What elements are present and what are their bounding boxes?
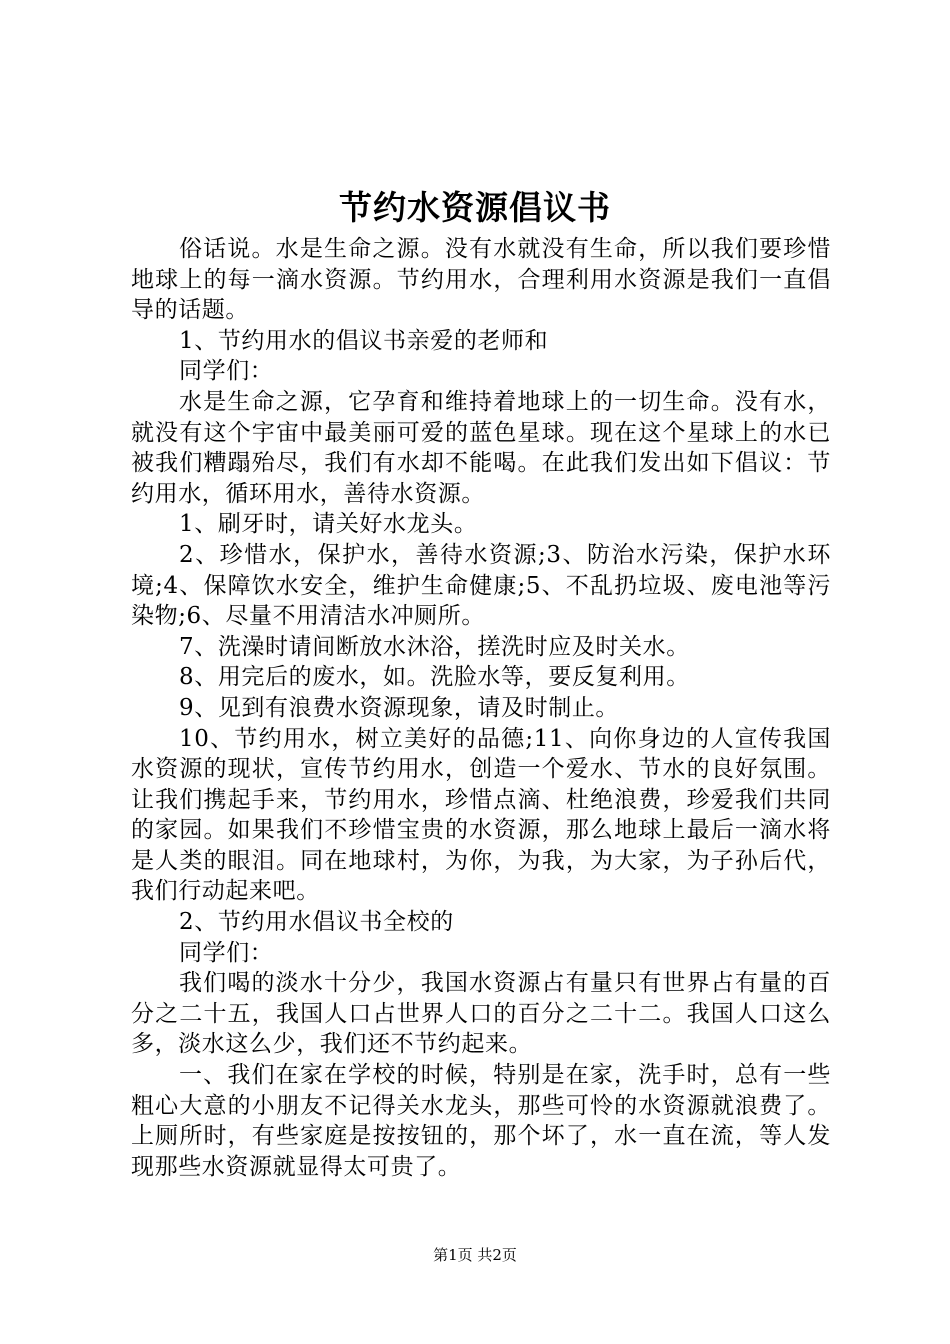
list-item-10-11: 10、节约用水，树立美好的品德;11、向你身边的人宣传我国水资源的现状，宣传节约用水，创造一个爱水、节水的良好氛围。让我们携起手来，节约用水，珍惜点滴、杜绝浪费，珍爱我们共同的家园。如果我们不珍惜宝贵的水资源，那么地球上最后一滴水将是人类的眼泪。同在地球村，为你，为我，为大家，为子孙后代，我们行动起来吧。 xyxy=(131,725,831,905)
list-item-1: 1、刷牙时，请关好水龙头。 xyxy=(179,511,478,538)
list-item-7: 7、洗澡时请间断放水沐浴，搓洗时应及时关水。 xyxy=(179,633,690,660)
list-item-2-6: 2、珍惜水，保护水，善待水资源;3、防治水污染，保护水环境;4、保障饮水安全，维护生命健康;5、不乱扔垃圾、废电池等污染物;6、尽量不用清洁水冲厕所。 xyxy=(131,541,831,630)
paragraph-point-one: 一、我们在家在学校的时候，特别是在家，洗手时，总有一些粗心大意的小朋友不记得关水龙头，那些可怜的水资源就浪费了。上厕所时，有些家庭是按按钮的，那个坏了，水一直在流，等人发现那些水资源就显得太可贵了。 xyxy=(131,1062,831,1180)
section-1-heading: 1、节约用水的倡议书亲爱的老师和 xyxy=(179,327,549,354)
paragraph-intro: 俗话说。水是生命之源。没有水就没有生命，所以我们要珍惜地球上的每一滴水资源。节约用水，合理利用水资源是我们一直倡导的话题。 xyxy=(131,236,831,324)
paragraph-water-life: 水是生命之源，它孕育和维持着地球上的一切生命。没有水，就没有这个宇宙中最美丽可爱的蓝色星球。现在这个星球上的水已被我们糟蹋殆尽，我们有水却不能喝。在此我们发出如下倡议：节约用水，循环用水，善待水资源。 xyxy=(131,388,831,507)
paragraph-fresh-water: 我们喝的淡水十分少，我国水资源占有量只有世界占有量的百分之二十五，我国人口占世界人口的百分之二十二。我国人口这么多，淡水这么少，我们还不节约起来。 xyxy=(131,970,831,1058)
list-item-8: 8、用完后的废水，如。洗脸水等，要反复利用。 xyxy=(179,664,690,691)
salutation-2: 同学们： xyxy=(179,939,274,966)
page-footer: 第1页 共2页 xyxy=(433,1246,517,1264)
document-body xyxy=(131,234,831,1182)
document-title: 节约水资源倡议书 xyxy=(339,188,611,227)
section-2-heading: 2、节约用水倡议书全校的 xyxy=(179,909,454,936)
salutation-1: 同学们： xyxy=(179,358,274,385)
list-item-9: 9、见到有浪费水资源现象，请及时制止。 xyxy=(179,694,620,721)
